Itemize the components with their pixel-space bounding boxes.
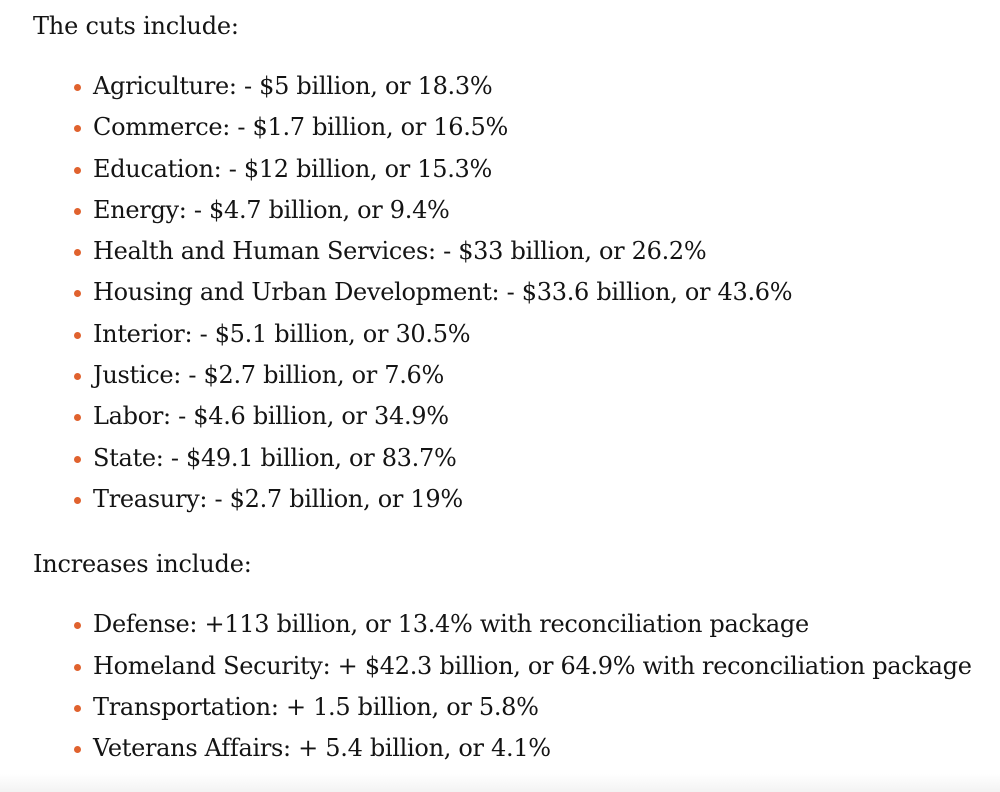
list-item: [93, 314, 993, 355]
list-item-text: Homeland Security: + $42.3 billion, or 64.9% with reconciliation package: [93, 651, 972, 680]
bullet-icon: [74, 84, 81, 91]
list-item: [93, 66, 993, 107]
list-item-text: Energy: - $4.7 billion, or 9.4%: [93, 195, 450, 224]
list-item: [93, 687, 993, 728]
list-item: [93, 396, 993, 437]
bullet-icon: [74, 373, 81, 380]
list-item: [93, 149, 993, 190]
bullet-icon: [74, 332, 81, 339]
bullet-icon: [74, 290, 81, 297]
bullet-icon: [74, 456, 81, 463]
list-item: [93, 107, 993, 148]
list-item: [93, 479, 993, 520]
bullet-icon: [74, 705, 81, 712]
list-item-text: Treasury: - $2.7 billion, or 19%: [93, 484, 463, 513]
list-item-text: State: - $49.1 billion, or 83.7%: [93, 443, 457, 472]
list-item-text: Commerce: - $1.7 billion, or 16.5%: [93, 113, 508, 142]
increases-list: [33, 604, 993, 769]
list-item-text: Education: - $12 billion, or 15.3%: [93, 154, 493, 183]
list-item: [93, 190, 993, 231]
list-item-text: Agriculture: - $5 billion, or 18.3%: [93, 72, 493, 100]
list-item: [93, 604, 993, 645]
list-item: [93, 728, 993, 769]
list-item-text: Veterans Affairs: + 5.4 billion, or 4.1%: [93, 734, 551, 763]
article-body: [33, 6, 993, 769]
list-item: [93, 646, 993, 687]
bullet-icon: [74, 125, 81, 132]
bullet-icon: [74, 167, 81, 174]
list-item-text: Transportation: + 1.5 billion, or 5.8%: [93, 692, 539, 721]
increases-heading: Increases include:: [33, 550, 252, 579]
list-item: [93, 438, 993, 479]
list-item-text: Housing and Urban Development: - $33.6 billion, or 43.6%: [93, 278, 793, 307]
list-item: [93, 231, 993, 272]
list-item: [93, 272, 993, 313]
bullet-icon: [74, 249, 81, 256]
cuts-heading: The cuts include:: [33, 12, 239, 40]
cuts-list: [33, 66, 993, 520]
list-item-text: Health and Human Services: - $33 billion, or 26.2%: [93, 237, 707, 266]
bullet-icon: [74, 664, 81, 671]
list-item-text: Labor: - $4.6 billion, or 34.9%: [93, 402, 449, 431]
list-item-text: Defense: +113 billion, or 13.4% with reconciliation package: [93, 610, 809, 639]
list-item-text: Justice: - $2.7 billion, or 7.6%: [93, 361, 445, 390]
bullet-icon: [74, 208, 81, 215]
list-item-text: Interior: - $5.1 billion, or 30.5%: [93, 319, 471, 348]
bullet-icon: [74, 414, 81, 421]
bullet-icon: [74, 746, 81, 753]
bullet-icon: [74, 622, 81, 629]
bullet-icon: [74, 497, 81, 504]
bottom-fade: [0, 774, 1000, 792]
list-item: [93, 355, 993, 396]
